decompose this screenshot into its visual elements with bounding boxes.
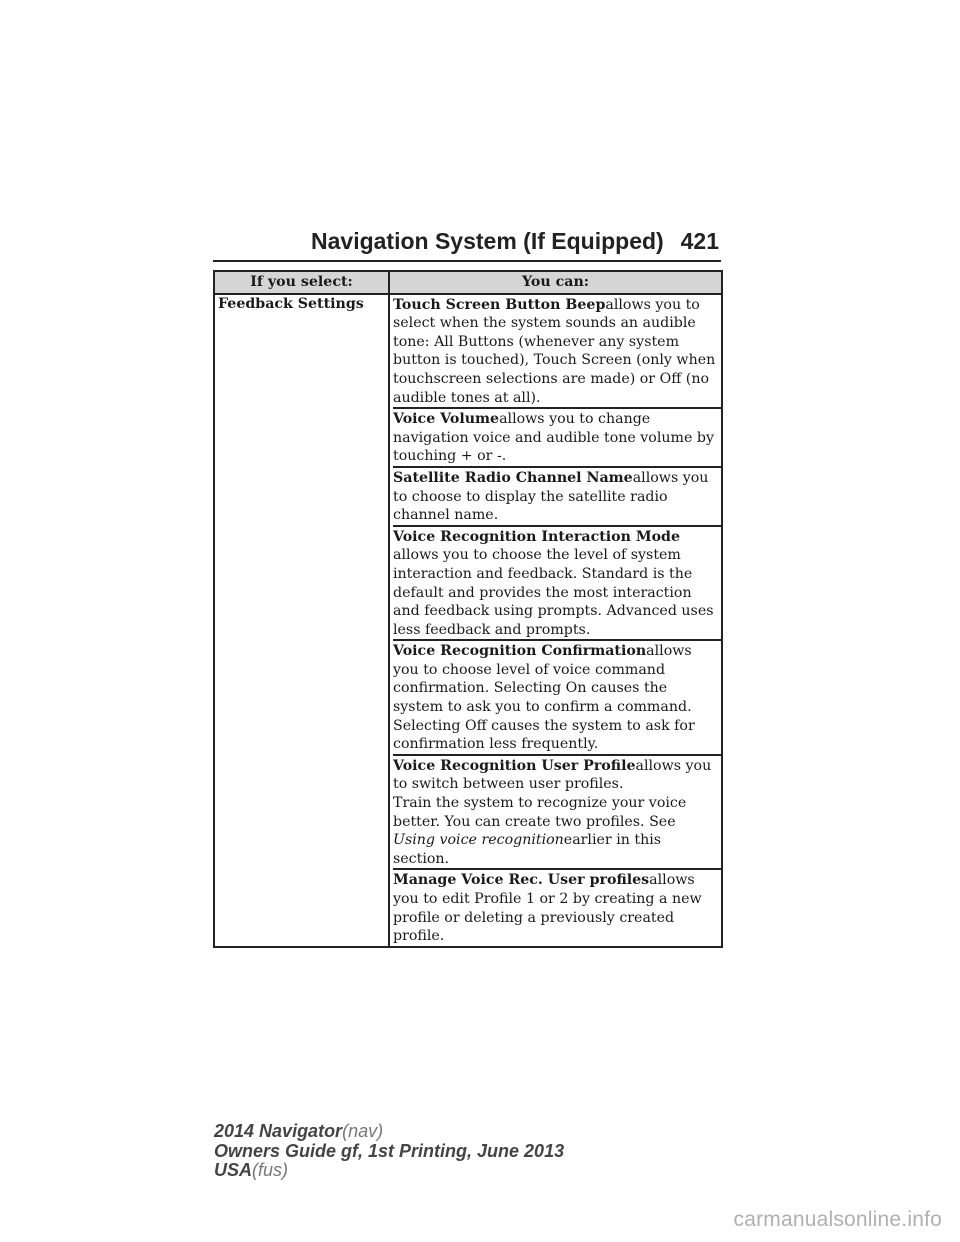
option-touch-screen-button-beep — [393, 295, 721, 410]
footer-line-3 — [214, 1161, 564, 1181]
page-number: 421 — [680, 228, 719, 254]
option-term: Touch Screen Button Beep — [393, 296, 606, 313]
option-desc: allows you to choose the level of system interaction and feedback. Standard is the default and provides the most interaction and feedback using prompts. Advanced uses less feedback and prompts. — [393, 547, 714, 638]
option-desc: allows you to choose level of voice command confirmation. Selecting On causes the system to ask you to confirm a command. Selecting Off causes the system to ask for confirmation less frequently. — [393, 643, 695, 753]
option-term: Voice Recognition Interaction Mode — [393, 528, 680, 545]
column-header-select: If you select: — [214, 271, 389, 294]
option-desc: allows you to select when the system sounds an audible tone: All Buttons (whenever any system button is touched), Touch Screen (only when touchscreen selections are made) or Off (no audible tones at all). — [393, 296, 716, 406]
option-satellite-radio-channel-name — [393, 468, 721, 527]
select-cell: Feedback Settings — [214, 294, 389, 947]
option-extra-text-end: earlier in this section. — [393, 832, 662, 867]
footer-model-code: (nav) — [342, 1121, 384, 1141]
cross-reference-link[interactable]: Using voice recognition — [393, 832, 564, 849]
header-rule — [213, 260, 721, 262]
footer-region: USA — [214, 1160, 253, 1180]
option-term: Voice Recognition User Profile — [393, 757, 636, 774]
option-desc: allows you to choose to display the satellite radio channel name. — [393, 469, 709, 524]
option-extra-text: Train the system to recognize your voice better. You can create two profiles. See — [393, 795, 687, 830]
footer-line-2 — [214, 1142, 564, 1162]
option-desc: allows you to switch between user profiles. — [393, 757, 712, 793]
page-footer — [214, 1122, 564, 1181]
options-table — [213, 270, 723, 948]
column-header-can: You can: — [389, 271, 722, 294]
table-row — [214, 294, 722, 947]
option-voice-volume — [393, 409, 721, 468]
footer-printing: Owners Guide gf, 1st Printing, June 2013 — [214, 1140, 565, 1161]
option-term: Manage Voice Rec. User profiles — [393, 872, 650, 889]
option-term: Voice Volume — [393, 411, 500, 428]
footer-region-code: (fus) — [252, 1160, 289, 1180]
option-term: Satellite Radio Channel Name — [393, 469, 633, 486]
section-title: Navigation System (If Equipped) — [311, 228, 664, 254]
footer-line-1 — [214, 1122, 564, 1142]
option-term: Voice Recognition Confirmation — [393, 643, 647, 660]
option-desc: allows you to edit Profile 1 or 2 by creating a new profile or deleting a previously created profile. — [393, 872, 702, 945]
option-voice-recognition-interaction-mode — [393, 527, 721, 642]
watermark: carmanualsonline.info — [733, 1208, 942, 1231]
footer-model: 2014 Navigator — [214, 1121, 343, 1141]
can-cell — [389, 294, 722, 947]
option-manage-voice-rec-user-profiles — [393, 870, 721, 945]
option-voice-recognition-user-profile — [393, 756, 721, 871]
option-voice-recognition-confirmation — [393, 641, 721, 756]
table-header-row — [214, 271, 722, 294]
page-header — [213, 226, 721, 262]
option-desc: allows you to change navigation voice and audible tone volume by touching + or -. — [393, 411, 714, 465]
